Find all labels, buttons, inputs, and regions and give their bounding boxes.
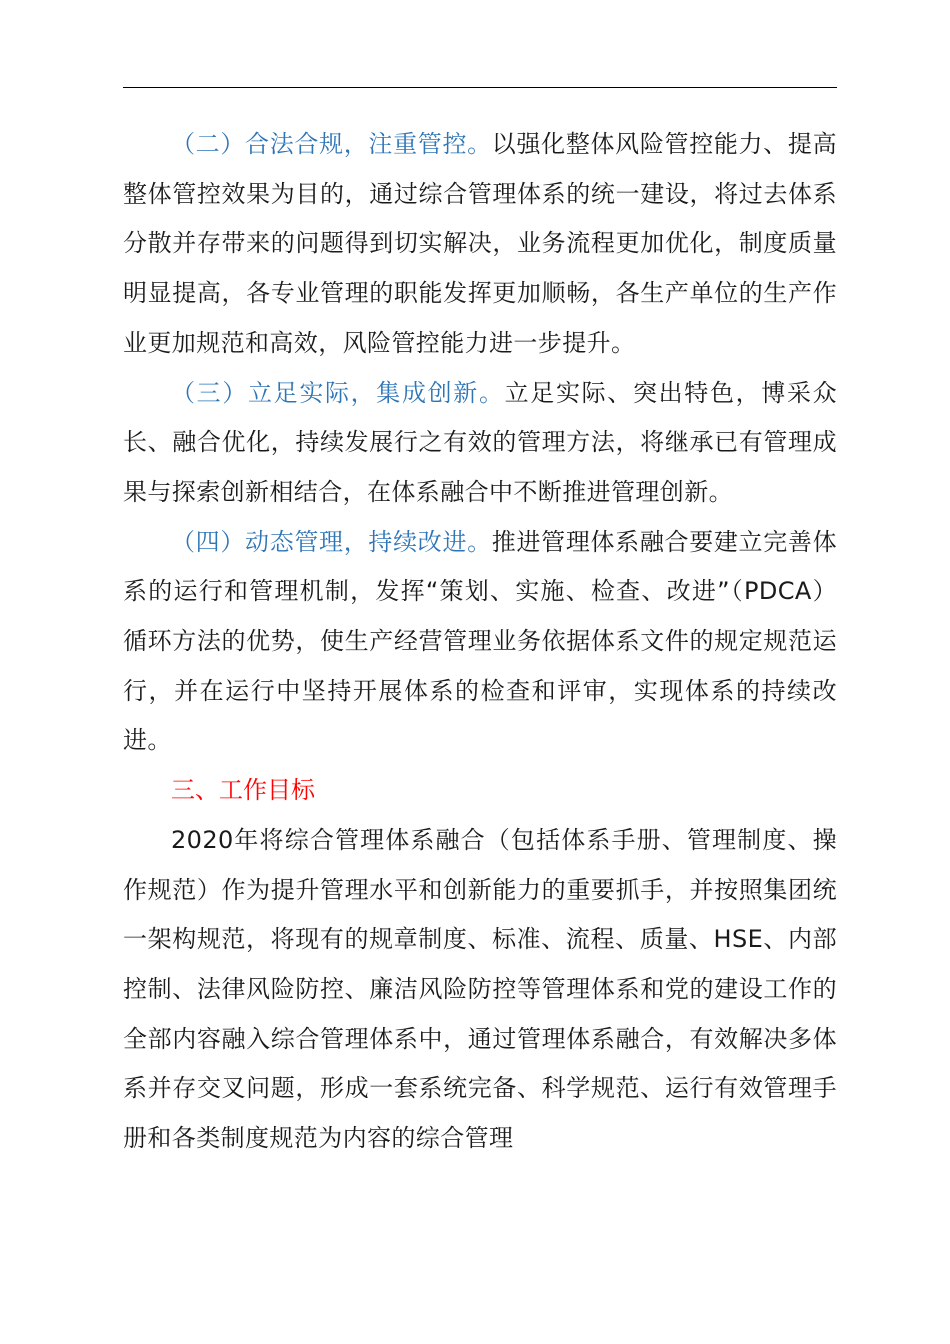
paragraph-principle-4 [123, 518, 837, 767]
paragraph-goal: 2020年将综合管理体系融合（包括体系手册、管理制度、操作规范）作为提升管理水平和创新能力的重要抓手，并按照集团统一架构规范，将现有的规章制度、标准、流程、质量、HSE、内部控制、法律风险防控、廉洁风险防控等管理体系和党的建设工作的全部内容融入综合管理体系中，通过管理体系融合，有效解决多体系并存交叉问题，形成一套系统完备、科学规范、运行有效管理手册和各类制度规范为内容的综合管理 [123, 825, 837, 1153]
paragraph-text: 以强化整体风险管控能力、提高整体管控效果为目的，通过综合管理体系的统一建设，将过去体系分散并存带来的问题得到切实解决，业务流程更加优化，制度质量明显提高，各专业管理的职能发挥更加顺畅，各生产单位的生产作业更加规范和高效，风险管控能力进一步提升。 [123, 130, 837, 357]
paragraph-principle-2 [123, 120, 837, 369]
paragraph-text: 立足实际、突出特色，博采众长、融合优化，持续发展行之有效的管理方法，将继承已有管理成果与探索创新相结合，在体系融合中不断推进管理创新。 [123, 378, 838, 506]
header-rule [123, 87, 837, 88]
paragraph-lead: （三）立足实际，集成创新。 [171, 378, 505, 407]
paragraph-lead: （四）动态管理，持续改进。 [171, 527, 492, 556]
paragraph-lead: （二）合法合规，注重管控。 [171, 130, 492, 158]
paragraph-text: 推进管理体系融合要建立完善体系的运行和管理机制，发挥“策划、实施、检查、改进”（PDCA）循环方法的优势，使生产经营管理业务依据体系文件的规定规范运行，并在运行中坚持开展体系的检查和评审，实现体系的持续改进。 [123, 527, 837, 755]
paragraph-principle-3 [123, 369, 837, 518]
section-heading: 三、工作目标 [171, 776, 315, 805]
document-body [123, 120, 837, 1164]
